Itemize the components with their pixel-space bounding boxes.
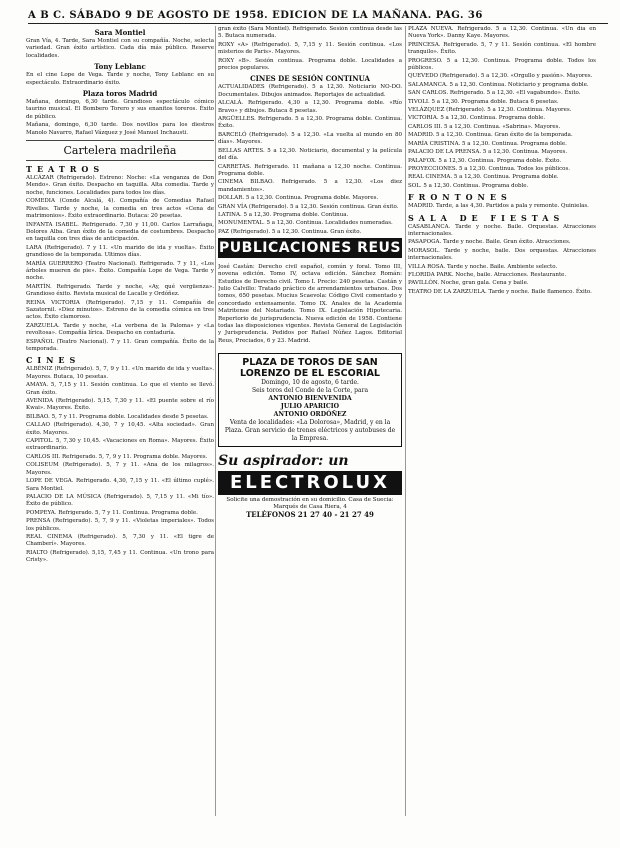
listing-paragraph: ALBÉNIZ (Refrigerado). 5, 7, 9 y 11. «Un marido de ida y vuelta». Mayores. Butaca, 10 pesetas. — [26, 366, 214, 380]
cartelera-title: Cartelera madrileña — [63, 144, 177, 158]
listing-paragraph: MONUMENTAL. 5 a 12,30. Continua. Localidades numeradas. — [218, 220, 393, 227]
listing-paragraph: CARLOS III. 5 a 12,30. Continua. «Sabrina». Mayores. — [408, 123, 561, 130]
section-heading: Plaza toros Madrid — [82, 89, 158, 99]
electrolux-tagline: Su aspirador: un — [218, 453, 349, 470]
bullfight-ad — [218, 353, 402, 447]
listing-paragraph: SAN CARLOS. Refrigerado. 5 a 12,30. «El vagabundo». Éxito. — [408, 90, 581, 97]
page-header: A B C. SÁBADO 9 DE AGOSTO DE 1958. EDICION DE LA MAÑANA. PAG. 36 — [28, 10, 608, 24]
listing-paragraph: PRENSA (Refrigerado). 5, 7, 9 y 11. «Violetas imperiales». Todos los públicos. — [26, 518, 214, 532]
listing-paragraph: MARÍA GUERRERO (Teatro Nacional). Refrigerado. 7 y 11, «Los árboles mueren de pie». Éxito. Compañía Lope de Vega. Tarde y noche. — [26, 260, 214, 282]
listing-paragraph: MARÍA CRISTINA. 5 a 12,30. Continua. Programa doble. — [408, 140, 567, 147]
bullfighter-name: JULIO APARICIO — [280, 403, 340, 411]
bullfight-ad-title: PLAZA DE TOROS DE SAN LORENZO DE EL ESCORIAL — [240, 357, 380, 380]
cines-heading: CINES — [26, 355, 81, 366]
teatros-heading: TEATROS — [26, 164, 105, 175]
column-middle — [218, 26, 402, 816]
publicaciones-reus-text: José Castán: Derecho civil español, común y foral. Tomo III, novena edición. Tomo IV, octava edición. Sánchez Román: Estudios de Derecho civil. Tomo I. Precio: 240 pesetas. Castán y Julio Calvillo: Tratado práctico de arrendamientos urbanos. Dos tomos, 650 pesetas. Mucius Scaevola: Código Civil comentado y concordado extensamente. Tomo IX. Anales de la Academia Matritense del Notariado. Tomo IX. Legislación Hipotecaria. Repertorio de jurisprudencia. Nueva edición de 1958. Contiene todas las disposiciones vigentes. Revista General de Legislación y Jurisprudencia. Pedidos por Rafael Núñez Lagos. Editorial Reus, Preciados, 6 y 23. Madrid. — [218, 263, 402, 344]
bullfight-ad-line: Domingo, 10 de agosto, 6 tarde. — [261, 379, 359, 387]
salas-fiestas-heading: SALA DE FIESTAS — [408, 212, 565, 223]
listing-paragraph: En el cine Lope de Vega. Tarde y noche, Tony Leblanc en su espectáculo. Extraordinario éxito. — [26, 72, 214, 86]
section-heading: CINES DE SESIÓN CONTINUA — [250, 74, 370, 84]
electrolux-logo: ELECTROLUX — [218, 471, 402, 495]
divider — [26, 160, 214, 161]
listing-paragraph: ROXY «A» (Refrigerado). 5, 7,15 y 11. Sesión continua. «Los misterios de Paris». Mayores. — [218, 41, 402, 56]
column-divider — [405, 26, 406, 816]
listing-paragraph: Gran Vía, 4. Tarde, Sara Montiel con su compañía. Noche, selecta variedad. Gran éxito artístico. Cada día más público. Reserve localidades. — [26, 38, 214, 59]
listing-paragraph: MADRID. 5 a 12,30. Continua. Gran éxito de la temporada. — [408, 132, 573, 139]
listing-paragraph: AMAYA. 5, 7,15 y 11. Sesión continua. Lo que el viento se llevó. Gran éxito. — [26, 382, 214, 396]
listing-paragraph: POMPEYA. Refrigerado. 5, 7 y 11. Continua. Programa doble. — [26, 509, 198, 516]
listing-paragraph: PALACIO DE LA PRENSA. 5 a 12,30. Continua. Mayores. — [408, 149, 568, 156]
listing-paragraph: PROYECCIONES. 5 a 12,30. Continua. Todos los públicos. — [408, 165, 571, 172]
listing-paragraph: SOL. 5 a 12,30. Continua. Programa doble. — [408, 182, 529, 189]
listing-paragraph: MARTÍN. Refrigerado. Tarde y noche, «Ay, qué vergüenza». Grandioso éxito. Revista musical de Lacalle y Ordóñez. — [26, 283, 214, 298]
bullfight-ad-line: Seis toros del Conde de la Corte, para — [251, 387, 369, 395]
section-heading: Sara Montiel — [94, 28, 146, 37]
electrolux-footer: Solicite una demostración en su domicilio. Casa de Suecia: Marqués de Casa Riera, 4 — [226, 497, 394, 511]
listing-paragraph: COMEDIA (Conde Alcalá, 4). Compañía de Comedias Rafael Rivelles. Tarde y noche, la comedia en tres actos «Cena de matrimonios». Éxito extraordinario. Butaca: 20 pesetas. — [26, 198, 214, 220]
listing-paragraph: CASABLANCA. Tarde y noche. Baile. Orquestas. Atracciones internacionales. — [408, 223, 596, 237]
listing-paragraph: VELÁZQUEZ (Refrigerado). 5 a 12,30. Continua. Mayores. — [408, 107, 572, 114]
listing-paragraph: LATINA. 5 a 12,30. Programa doble. Continua. — [218, 211, 349, 218]
listing-paragraph: DOLLAR. 5 a 12,30. Continua. Programa doble. Mayores. — [218, 195, 379, 202]
listing-paragraph: BARCELÓ (Refrigerado). 5 a 12,30. «La vuelta al mundo en 80 días». Mayores. — [218, 131, 402, 146]
listing-paragraph: ZARZUELA. Tarde y noche, «La verbena de la Paloma» y «La revoltosa». Compañía lírica. Despacho en contaduría. — [26, 322, 214, 337]
listing-paragraph: CALLAO (Refrigerado). 4,30, 7 y 10,45. «Alta sociedad». Gran éxito. Mayores. — [26, 422, 214, 436]
listing-paragraph: Mañana, domingo, 6,30 tarde. Dos novillos para los diestros Manolo Navarro, Rafael Vázquez y José Manuel Inchausti. — [26, 122, 214, 136]
bullfight-ad-line: Venta de localidades: «La Dolorosa», Madrid, y en la Plaza. Gran servicio de trenes eléctricos y autobuses de la Empresa. — [224, 419, 396, 443]
frontones-heading: FRONTONES — [408, 192, 512, 203]
bullfighter-name: ANTONIO ORDÓÑEZ — [273, 411, 347, 419]
listing-paragraph: SALAMANCA. 5 a 12,30. Continua. Noticiario y programa doble. — [408, 81, 589, 88]
listing-paragraph: BILBAO. 5, 7 y 11. Programa doble. Localidades desde 5 pesetas. — [26, 413, 209, 420]
listing-paragraph: REAL CINEMA. 5 a 12,30. Continua. Programa doble. — [408, 174, 559, 181]
listing-paragraph: PALAFOX. 5 a 12,30. Continua. Programa doble. Éxito. — [408, 157, 562, 164]
listing-paragraph: ROXY «B». Sesión continua. Programa doble. Localidades a precios populares. — [218, 57, 402, 72]
listing-paragraph: PLAZA NUEVA. Refrigerado. 5 a 12,30. Continua. «Un día en Nueva York». Danny Kaye. Mayores. — [408, 26, 596, 40]
listing-paragraph: PAZ (Refrigerado). 5 a 12,30. Continua. Gran éxito. — [218, 228, 362, 235]
listing-paragraph: CARLOS III. Refrigerado. 5, 7, 9 y 11. Programa doble. Mayores. — [26, 453, 208, 460]
listing-paragraph: PRINCESA. Refrigerado. 5, 7 y 11. Sesión continua. «El hombre tranquilo». Éxito. — [408, 41, 596, 56]
listing-paragraph: GRAN VÍA (Refrigerado). 5 a 12,30. Sesión continua. Gran éxito. — [218, 203, 399, 210]
listing-paragraph: VILLA ROSA. Tarde y noche. Baile. Ambiente selecto. — [408, 263, 558, 270]
listing-paragraph: CINEMA BILBAO. Refrigerado. 5 a 12,30. «Los diez mandamientos». — [218, 179, 402, 193]
divider — [26, 140, 214, 141]
listing-paragraph: LARA (Refrigerado). 7 y 11. «Un marido de ida y vuelta». Éxito grandioso de la temporada. Ultimos días. — [26, 244, 214, 259]
listing-paragraph: FLORIDA PARK. Noche, baile. Atracciones. Restaurante. — [408, 271, 567, 278]
listing-paragraph: TIVOLI. 5 a 12,30. Programa doble. Butaca 6 pesetas. — [408, 98, 559, 105]
listing-paragraph: CARRETAS. Refrigerado. 11 mañana a 12,30 noche. Continua. Programa doble. — [218, 163, 402, 177]
listing-paragraph: ESPAÑOL (Teatro Nacional). 7 y 11. Gran compañía. Éxito de la temporada. — [26, 338, 214, 352]
listing-paragraph: ALCÁZAR (Refrigerado). Estreno: Noche: «La venganza de Don Mendo». Gran éxito. Despacho en taquilla. Alta comedia. Tarde y noche, funciones. Localidades para todos los días. — [26, 175, 214, 196]
listing-paragraph: AVENIDA (Refrigerado). 5,15, 7,30 y 11. «El puente sobre el río Kwai». Mayores. Éxito. — [26, 398, 214, 412]
listing-paragraph: RIALTO (Refrigerado). 5,15, 7,45 y 11. Continua. «Un trono para Cristy». — [26, 549, 214, 564]
listing-paragraph: QUEVEDO (Refrigerado). 5 a 12,30. «Orgullo y pasión». Mayores. — [408, 73, 593, 80]
electrolux-phone: TELÉFONOS 21 27 40 - 21 27 49 — [246, 510, 374, 520]
bullfighter-name: ANTONIO BIENVENIDA — [268, 395, 352, 403]
listing-paragraph: ALCALÁ. Refrigerado. 4,30 a 12,30. Programa doble. «Río Bravo» y dibujos. Butaca 8 pesetas. — [218, 100, 402, 114]
listing-paragraph: ARGÜELLES. Refrigerado. 5 a 12,30. Programa doble. Continua. Éxito. — [218, 116, 402, 130]
listing-paragraph: VICTORIA. 5 a 12,30. Continua. Programa doble. — [408, 115, 546, 122]
listing-paragraph: REAL CINEMA (Refrigerado). 5, 7,30 y 11. «El tigre de Chamberí». Mayores. — [26, 533, 214, 548]
listing-paragraph: MADRID. Tarde, a las 4,30. Partidos a pala y remonte. Quinielas. — [408, 203, 589, 210]
listing-paragraph: CAPITOL. 5, 7,30 y 10,45. «Vacaciones en Roma». Mayores. Éxito extraordinario. — [26, 438, 214, 452]
listing-paragraph: PAVILLÓN. Noche, gran gala. Cena y baile. — [408, 280, 529, 287]
listing-paragraph: gran éxito (Sara Montiel). Refrigerado. Sesión continua desde las 5. Butaca numerada. — [218, 26, 402, 40]
listing-paragraph: PROGRESO. 5 a 12,30. Continua. Programa doble. Todos los públicos. — [408, 57, 596, 72]
column-divider — [215, 26, 216, 816]
listing-paragraph: REINA VICTORIA (Refrigerado). 7,15 y 11. Compañía de Sazatornil. «Diez minutos». Estreno de la comedia cómica en tres actos. Éxito clamoroso. — [26, 299, 214, 321]
listing-paragraph: ACTUALIDADES (Refrigerado). 5 a 12,30. Noticiario NO-DO. Documentales. Dibujos animados. Reportajes de actualidad. — [218, 84, 402, 98]
column-right — [408, 26, 596, 816]
listing-paragraph: BELLAS ARTES. 5 a 12,30. Noticiario, documental y la película del día. — [218, 147, 402, 162]
listing-paragraph: PALACIO DE LA MÚSICA (Refrigerado). 5, 7,15 y 11. «Mi tío». Éxito de público. — [26, 493, 214, 508]
column-left — [26, 26, 214, 816]
section-heading: Tony Leblanc — [94, 62, 146, 72]
publicaciones-reus-banner: PUBLICACIONES REUS — [219, 240, 401, 257]
listing-paragraph: LOPE DE VEGA. Refrigerado. 4,30, 7,15 y 11. «El último cuplé». Sara Montiel. — [26, 478, 214, 492]
listing-paragraph: Mañana, domingo, 6,30 tarde. Grandioso espectáculo cómico taurino musical. El Bombero Torero y sus enanitos toreros. Éxito de público. — [26, 99, 214, 120]
listing-paragraph: TEATRO DE LA ZARZUELA. Tarde y noche. Baile flamenco. Éxito. — [408, 288, 592, 295]
listing-paragraph: INFANTA ISABEL. Refrigerado. 7,30 y 11,00. Carlos Larrañaga, Dolores Alba. Gran éxito de la comedia de costumbres. Despacho en taquilla con tres días de anticipación. — [26, 221, 214, 243]
listing-paragraph: MORASOL. Tarde y noche, baile. Dos orquestas. Atracciones internacionales. — [408, 247, 596, 262]
listing-paragraph: PASAPOGA. Tarde y noche. Baile. Gran éxito. Atracciones. — [408, 239, 571, 246]
listing-paragraph: COLISEUM (Refrigerado). 5, 7 y 11. «Ana de los milagros». Mayores. — [26, 462, 214, 476]
